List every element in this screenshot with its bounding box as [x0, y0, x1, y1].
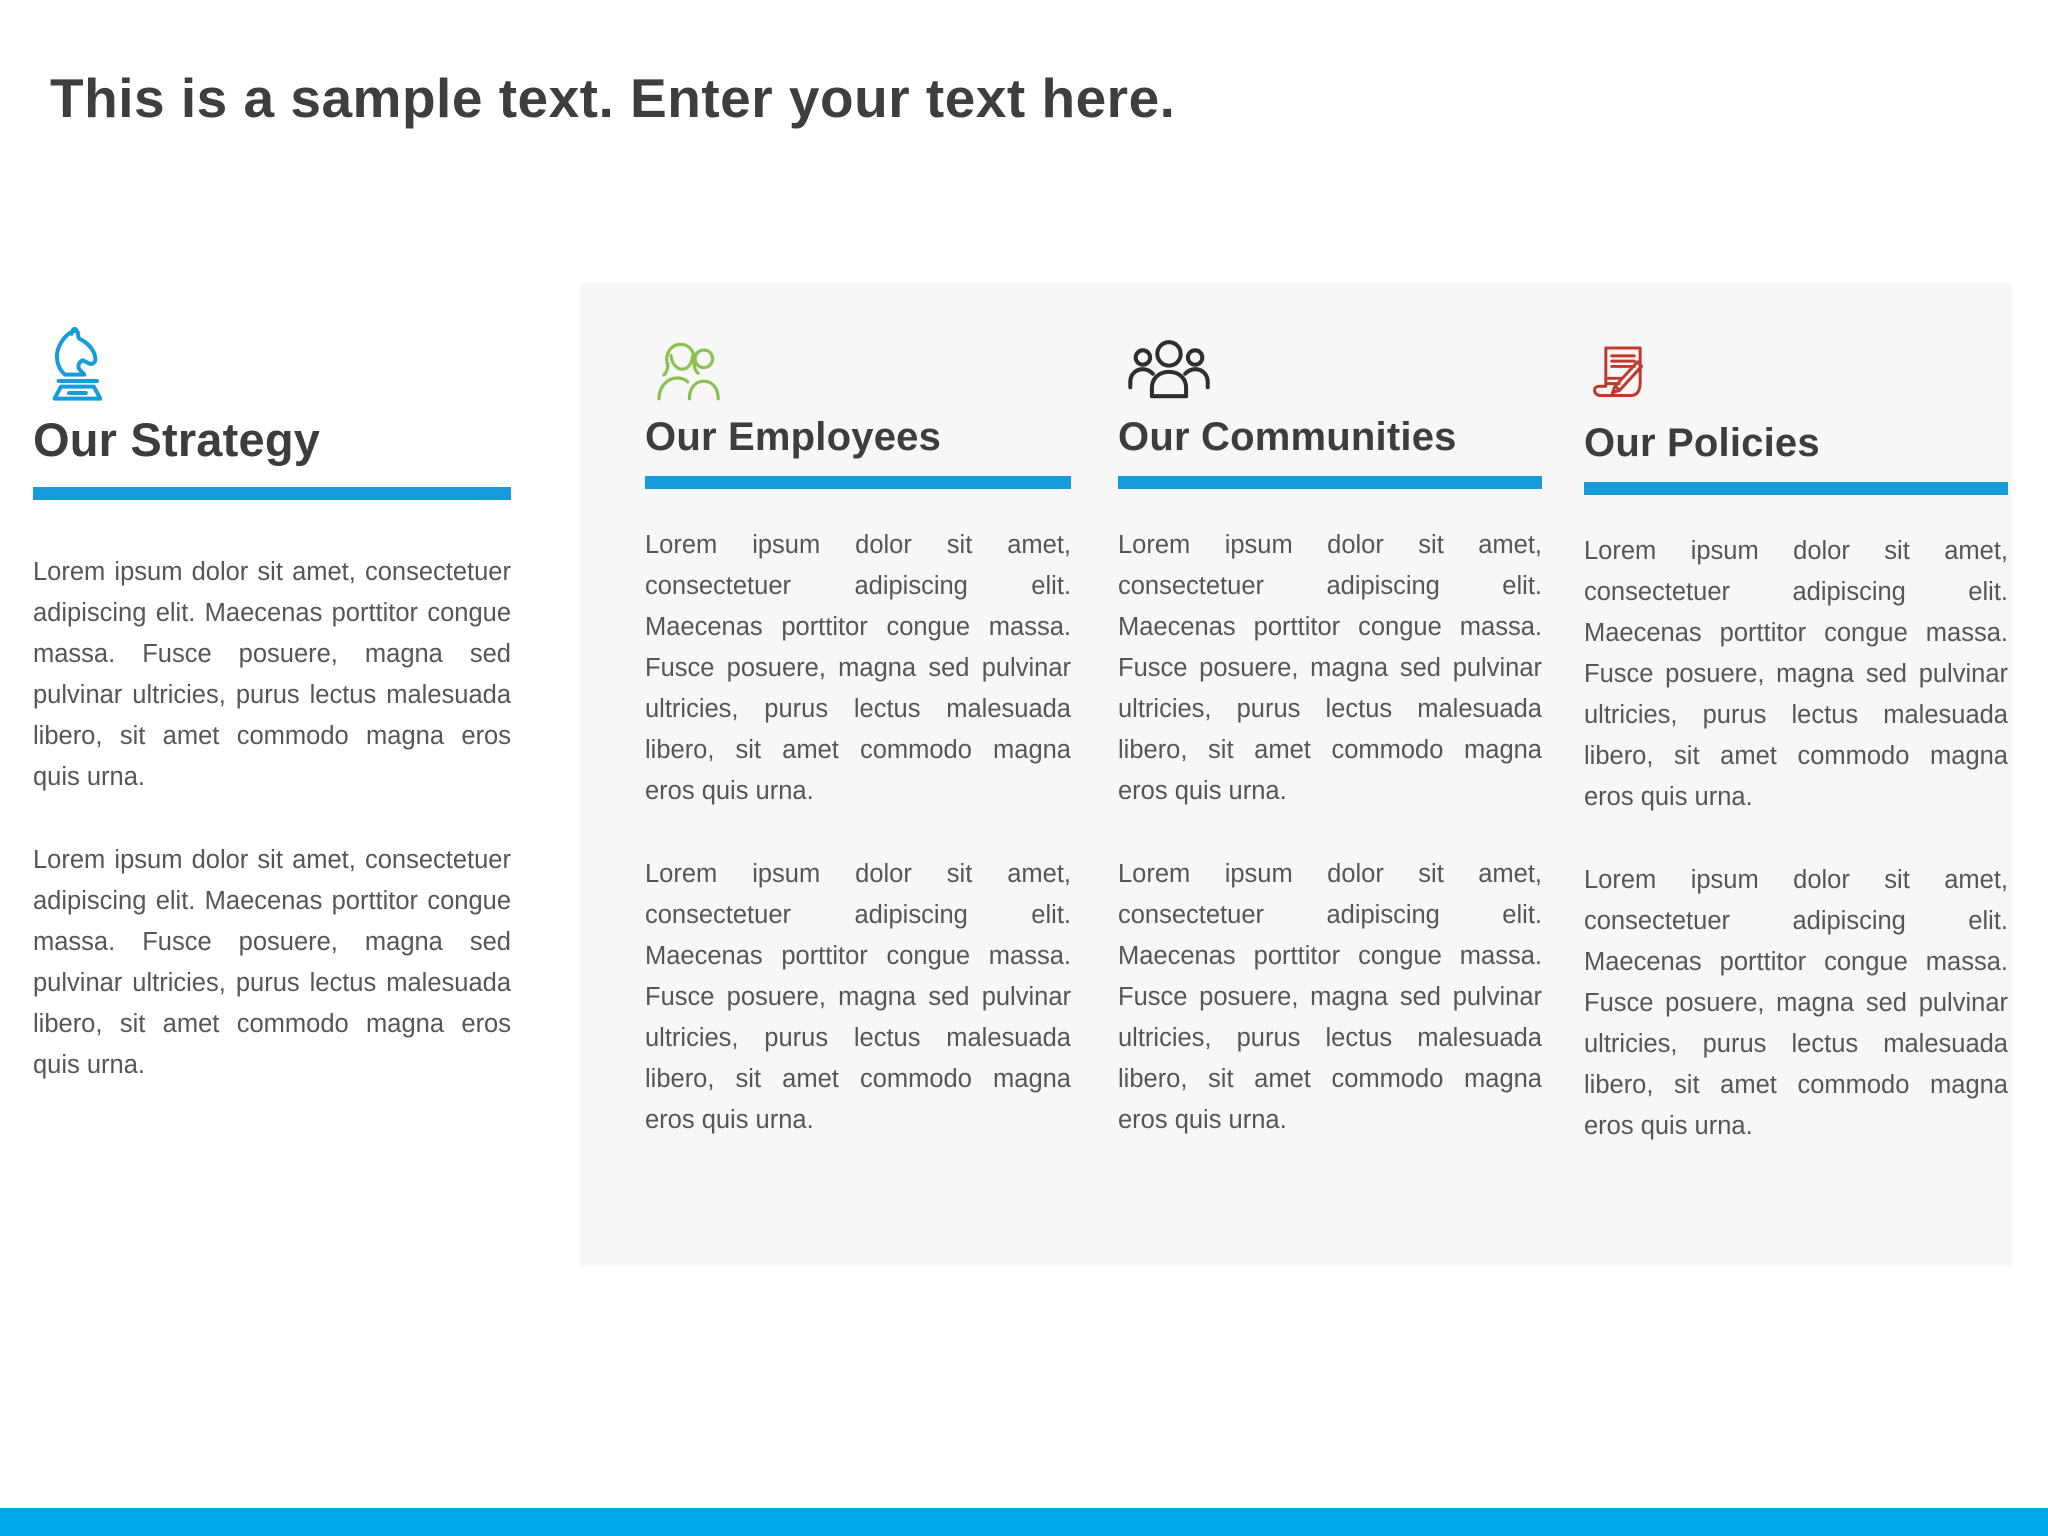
column-heading: Our Employees	[645, 415, 942, 459]
column-employees	[645, 338, 1071, 1141]
accent-underline	[1118, 476, 1542, 489]
column-body	[33, 552, 511, 1086]
column-heading: Our Strategy	[33, 413, 321, 466]
column-policies	[1584, 338, 2008, 1147]
body-paragraph: Lorem ipsum dolor sit amet, consectetuer adipiscing elit. Maecenas porttitor congue massa. Fusce posuere, magna sed pulvinar ultricies, purus lectus malesuada libero, sit amet commodo magna eros quis urna.	[1118, 860, 1542, 1134]
footer-accent-bar	[0, 1508, 2048, 1536]
body-paragraph: Lorem ipsum dolor sit amet, consectetuer adipiscing elit. Maecenas porttitor congue massa. Fusce posuere, magna sed pulvinar ultricies, purus lectus malesuada libero, sit amet commodo magna eros quis urna.	[33, 558, 511, 792]
body-paragraph: Lorem ipsum dolor sit amet, consectetuer adipiscing elit. Maecenas porttitor congue massa. Fusce posuere, magna sed pulvinar ultricies, purus lectus malesuada libero, sit amet commodo magna eros quis urna.	[1118, 531, 1542, 805]
column-body	[1118, 525, 1542, 1141]
accent-underline	[645, 476, 1071, 489]
body-paragraph: Lorem ipsum dolor sit amet, consectetuer adipiscing elit. Maecenas porttitor congue massa. Fusce posuere, magna sed pulvinar ultricies, purus lectus malesuada libero, sit amet commodo magna eros quis urna.	[1584, 537, 2008, 811]
column-heading: Our Policies	[1584, 421, 1820, 465]
accent-underline	[1584, 482, 2008, 495]
two-people-icon	[651, 338, 731, 402]
accent-underline	[33, 487, 511, 500]
body-paragraph: Lorem ipsum dolor sit amet, consectetuer adipiscing elit. Maecenas porttitor congue massa. Fusce posuere, magna sed pulvinar ultricies, purus lectus malesuada libero, sit amet commodo magna eros quis urna.	[645, 531, 1071, 805]
slide-title: This is a sample text. Enter your text here.	[50, 67, 1176, 129]
column-heading: Our Communities	[1118, 415, 1457, 459]
body-paragraph: Lorem ipsum dolor sit amet, consectetuer adipiscing elit. Maecenas porttitor congue massa. Fusce posuere, magna sed pulvinar ultricies, purus lectus malesuada libero, sit amet commodo magna eros quis urna.	[33, 846, 511, 1080]
chess-knight-icon	[37, 323, 117, 407]
document-pencil-icon	[1590, 338, 1656, 416]
column-body	[645, 525, 1071, 1141]
body-paragraph: Lorem ipsum dolor sit amet, consectetuer adipiscing elit. Maecenas porttitor congue massa. Fusce posuere, magna sed pulvinar ultricies, purus lectus malesuada libero, sit amet commodo magna eros quis urna.	[645, 860, 1071, 1134]
body-paragraph: Lorem ipsum dolor sit amet, consectetuer adipiscing elit. Maecenas porttitor congue massa. Fusce posuere, magna sed pulvinar ultricies, purus lectus malesuada libero, sit amet commodo magna eros quis urna.	[1584, 866, 2008, 1140]
column-communities	[1118, 338, 1542, 1141]
people-group-icon	[1124, 338, 1214, 404]
column-strategy	[33, 323, 511, 1086]
column-body	[1584, 531, 2008, 1147]
